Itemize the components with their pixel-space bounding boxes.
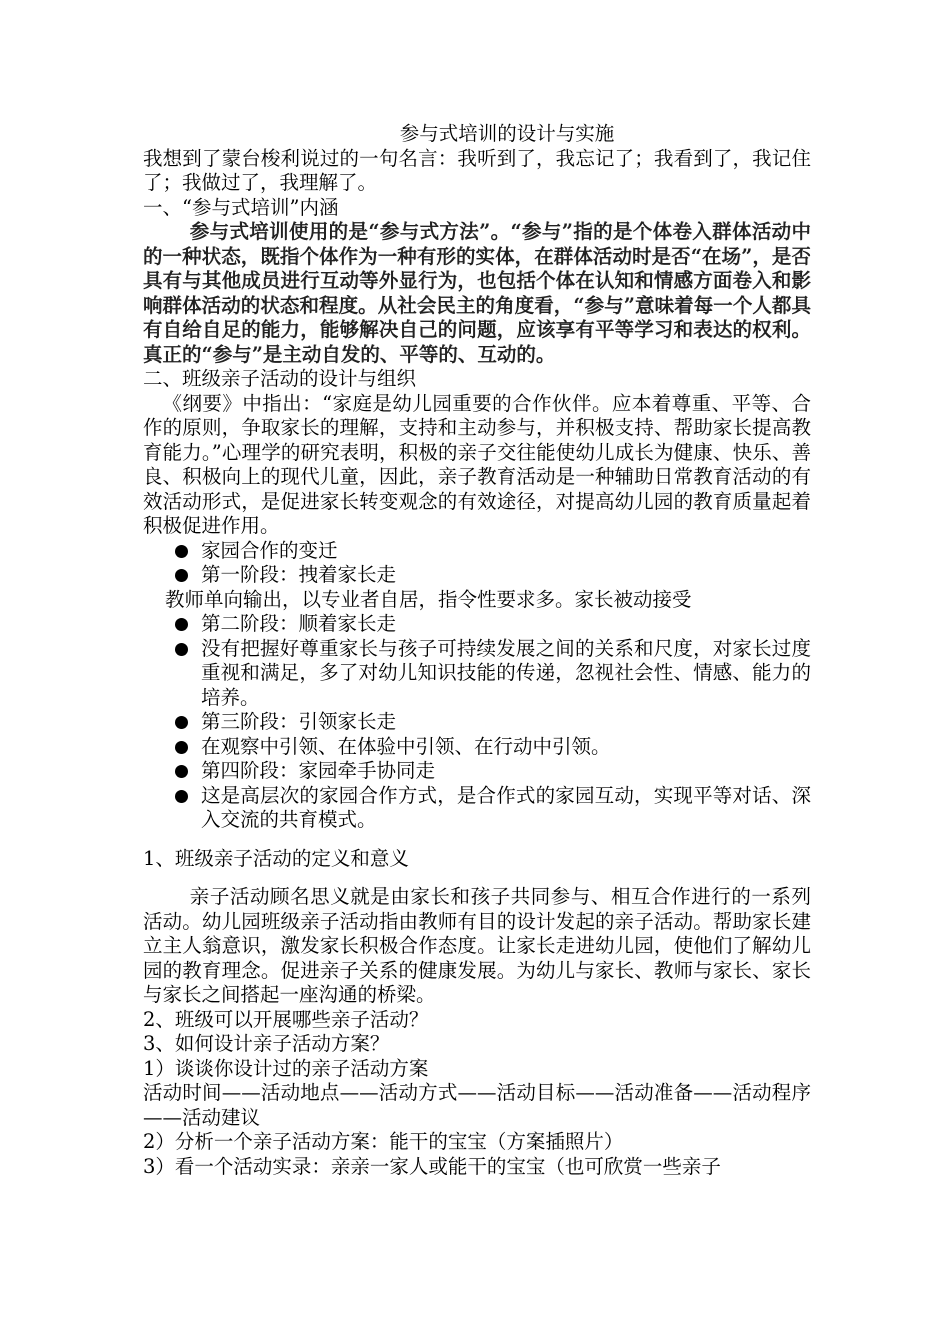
definition-paragraph: 亲子活动顾名思义就是由家长和孩子共同参与、相互合作进行的一系列活动。幼儿园班级亲子活动指由教师有目的设计发起的亲子活动。帮助家长建立主人翁意识，激发家长积极合作态度。让家长走进幼儿园，使他们了解幼儿园的教育理念。促进亲子关系的健康发展。为幼儿与家长、教师与家长、家长与家长之间搭起一座沟通的桥梁。 [143,885,811,1006]
guideline-paragraph: 《纲要》中指出：“家庭是幼儿园重要的合作伙伴。应本着尊重、平等、合作的原则，争取家长的理解，支持和主动参与，并积极支持、帮助家长提高教育能力。”心理学的研究表明，积极的亲子交往能使幼儿成长为健康、快乐、善良、积极向上的现代儿童，因此，亲子教育活动是一种辅助日常教育活动的有效活动形式，是促进家长转变观念的有效途径，对提高幼儿园的教育质量起着积极促进作用。 [143,391,811,537]
item-3: 3）看一个活动实录：亲亲一家人或能干的宝宝（也可欣赏一些亲子 [143,1154,721,1178]
list-item: 家园合作的变迁 [173,539,811,564]
bullet-list-a [143,539,811,588]
list-item: 没有把握好尊重家长与孩子可持续发展之间的关系和尺度，对家长过度重视和满足，多了对幼儿知识技能的传递，忽视社会性、情感、能力的培养。 [173,637,811,711]
list-item: 第三阶段：引领家长走 [173,710,811,735]
list-item: 第一阶段：拽着家长走 [173,563,811,588]
list-item: 第四阶段：家园牵手协同走 [173,759,811,784]
document-title: 参与式培训的设计与实施 [399,122,615,145]
bullet-icon [175,765,188,778]
bullet-icon [175,618,188,631]
bullet-icon [175,716,188,729]
list-item: 这是高层次的家园合作方式，是合作式的家园互动，实现平等对话、深入交流的共育模式。 [173,784,811,833]
bullet-icon [175,545,188,558]
question-2: 2、班级可以开展哪些亲子活动？ [143,1007,429,1031]
bullet-icon [175,643,188,656]
heading-participatory-training: 一、“参与式培训”内涵 [143,195,339,219]
participatory-definition-paragraph: 参与式培训使用的是“参与式方法”。“参与”指的是个体卷入群体活动中的一种状态，既指个体作为一种有形的实体，在群体活动时是否“在场”，是否具有与其他成员进行互动等外显行为，也包括个体在认知和情感方面卷入和影响群体活动的状态和程度。从社会民主的角度看，“参与”意味着每一个人都具有自给自足的能力，能够解决自己的问题，应该享有平等学习和表达的权利。真正的“参与”是主动自发的、平等的、互动的。 [143,220,811,366]
bullet-icon [175,741,188,754]
list-item: 第二阶段：顺着家长走 [173,612,811,637]
heading-class-activities: 二、班级亲子活动的设计与组织 [143,367,417,390]
bullet-list-b [143,612,811,833]
question-3: 3、如何设计亲子活动方案？ [143,1032,390,1055]
item-2: 2）分析一个亲子活动方案：能干的宝宝（方案插照片） [143,1130,624,1153]
bullet-icon [175,790,188,803]
list-item: 在观察中引领、在体验中引领、在行动中引领。 [173,735,811,760]
activity-flow: 活动时间——活动地点——活动方式——活动目标——活动准备——活动程序——活动建议 [143,1081,811,1129]
intro-paragraph: 我想到了蒙台梭利说过的一句名言：我听到了，我忘记了；我看到了，我记住了；我做过了，我理解了。 [143,146,811,194]
bullet-icon [175,569,188,582]
item-1: 1）谈谈你设计过的亲子活动方案 [143,1056,429,1080]
section1-heading: 1、班级亲子活动的定义和意义 [143,846,409,870]
document-body [143,122,811,1179]
stage1-note: 教师单向输出，以专业者自居，指令性要求多。家长被动接受 [165,587,692,611]
